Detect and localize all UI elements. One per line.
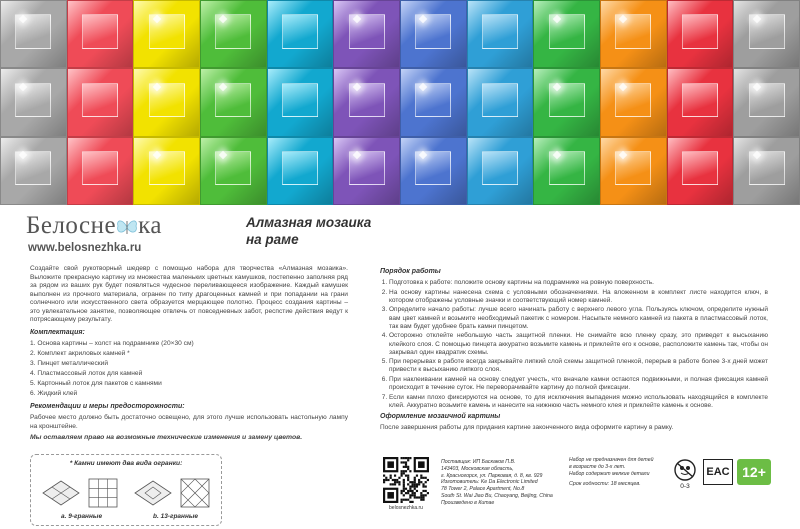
finishing-title: Оформление мозаичной картины [380, 413, 501, 421]
right-column [380, 265, 768, 432]
maker-line: Поставщик: ИП Баскаков П.В. [441, 459, 516, 465]
gem-tile [133, 68, 200, 136]
gem-tile [467, 68, 534, 136]
gem-tile [133, 0, 200, 68]
procedure-step: 7. Если камни плохо фиксируются на основе, то для исключения выпадения можно использовать находящийся в комплекте клей. Аккуратно возьмите камень и нанесите на нижнюю часть немного клея и приклейте камень к основе. [389, 394, 768, 410]
gem-tile [600, 0, 667, 68]
gem-banner [0, 0, 800, 205]
age-line: в возрасте до 3-х лет. [569, 463, 626, 470]
kit-item: 1. Основа картины – холст на подрамнике (20×30 см) [30, 340, 194, 347]
gem-tile [267, 137, 334, 205]
procedure-step: 6. При наклеивании камней на основу следует учесть, что вначале камни остаются подвижными, и полная фиксация камней происходит в течение суток. Не переворачивайте картину до полной фиксации. [389, 376, 768, 392]
product-title-line2: на раме [246, 232, 299, 247]
small-parts-label: 0-3 [680, 483, 690, 489]
kit-item: 2. Комплект акриловых камней * [30, 350, 130, 357]
age-line: Набор не предназначен для детей [569, 457, 654, 463]
gem-13-label: b. 13-гранные [153, 513, 199, 520]
maker-line: 143403, Московская область, [441, 465, 514, 472]
gem-tile [533, 68, 600, 136]
maker-info [441, 459, 561, 507]
kit-title: Комплектация: [30, 328, 85, 336]
age-rating-badge: 12+ [737, 459, 771, 485]
gem-tile [667, 68, 734, 136]
gem-tile [67, 0, 134, 68]
gem-tile [667, 0, 734, 68]
procedure-step: 5. При перерывах в работе всегда закрывайте липкий слой схемы защитной пленкой, перерыв в работе более 3-х дней может привести к высыханию липкого слоя. [389, 358, 768, 374]
kit-item: 5. Картонный лоток для пакетов с камнями [30, 380, 162, 387]
butterfly-icon [116, 218, 138, 236]
gem-tile [333, 137, 400, 205]
maker-line: South St. Wai Jiao Bu, Chaoyang, Beijing, China [441, 492, 553, 499]
rights-note: Мы оставляем право на возможные технические изменения и замену цветов. [30, 434, 303, 441]
website-link[interactable]: www.belosnezhka.ru [28, 242, 142, 254]
procedure-list [380, 279, 768, 410]
maker-line: 78 Tower 2, Palace Apartment, No.8 [441, 486, 525, 493]
gem-9-label: a. 9-гранные [61, 513, 103, 520]
left-column [30, 265, 348, 446]
gem-tile [0, 0, 67, 68]
kit-item: 4. Пластмассовый лоток для камней [30, 370, 143, 377]
brand-logo [26, 212, 162, 240]
procedure-step: 1. Подготовка к работе: положите основу картины на подрамнике на ровную поверхность. [389, 279, 768, 287]
gem-tile [733, 0, 800, 68]
brand-name-part1: Белосне [26, 212, 117, 239]
finishing-text: После завершения работы для придания картине законченного вида оформите картину в рамку. [380, 424, 674, 432]
gem-tile [0, 68, 67, 136]
procedure-step: 3. Определите начало работы: лучше всего начинать работу с верхнего левого угла. Пользуясь ключом, определите нужный вам цвет камней и возьмите необходимый пакетик с номером. Насыпьте немного камней из пакета в пластмассовый лоток, так вам будет удобнее брать камни пинцетом. [389, 306, 768, 331]
footer [383, 455, 793, 525]
gem-tile [267, 68, 334, 136]
gem-tile [533, 137, 600, 205]
expiry-text: Срок годности: 18 месяцев. [569, 481, 641, 487]
maker-line: Произведено в Китае [441, 499, 495, 506]
procedure-step: 2. На основу картины нанесена схема с условными обозначениями. На вложенном в комплект листе находится ключ, в котором отображены условные значки и соответствующий номер камней. [389, 289, 768, 305]
recommend-title: Рекомендации и меры предосторожности: [30, 402, 185, 410]
product-title [246, 214, 371, 248]
procedure-step: 4. Осторожно отклейте небольшую часть защитной пленки. Не снимайте всю пленку сразу, это приведет к высыханию клейкого слоя. С помощью пинцета аккуратно возьмите камень и приклейте его к основе, расположите камень так, чтобы он закрывал один квадратик схемы. [389, 332, 768, 357]
small-parts-warning-icon [673, 459, 697, 489]
age-line: Набор содержит мелкие детали [569, 470, 650, 477]
gem-tile [600, 137, 667, 205]
gem-tile [400, 68, 467, 136]
gem-tile [533, 0, 600, 68]
qr-code-icon[interactable] [383, 457, 429, 503]
gem-tile [67, 137, 134, 205]
gem-tile [667, 137, 734, 205]
gem-tile [733, 137, 800, 205]
gem-tile [267, 0, 334, 68]
kit-item: 3. Пинцет металлический [30, 360, 109, 367]
qr-caption: belosnezhka.ru [389, 505, 423, 511]
age-warning [569, 457, 667, 477]
gem-tile [467, 0, 534, 68]
procedure-title: Порядок работы [380, 268, 441, 275]
gem-13-facet-icon [131, 471, 217, 509]
eac-mark-icon: EAC [703, 459, 733, 485]
product-title-line1: Алмазная мозаика [246, 215, 372, 230]
intro-text: Создайте свой рукотворный шедевр с помощью набора для творчества «Алмазная мозаика». Выложите прекрасную картину из множества маленьких цветных камушков, постепенно заполняя ряд за рядом из ваших рук будет появляться чудесное переливающееся изображение. Каждый камушек выполнен из прочного материала, огранен по типу драгоценных камней и при попадании на грани солнечного или искусственного света образуется мерцающее полотно. Процесс создания картины – это увлекательное занятие, позволяющее отвлечь от повседневных забот, респстие действия ведут к потрясающему результату. [30, 265, 348, 323]
gem-tile [467, 137, 534, 205]
gem-types-box [30, 454, 222, 526]
gem-tile [600, 68, 667, 136]
gem-tile [333, 68, 400, 136]
gem-types-title: * Камни имеют два вида огранки: [69, 460, 183, 467]
gem-tile [333, 0, 400, 68]
gem-tile [133, 137, 200, 205]
brand-name-part2: ка [138, 212, 162, 239]
maker-line: г. Красногорск, ул. Парковая, д. 8, кв. 929 [441, 472, 543, 479]
gem-9-facet-icon [39, 471, 125, 509]
header [26, 212, 386, 256]
kit-item: 6. Жидкий клей [30, 390, 78, 397]
gem-tile [200, 0, 267, 68]
gem-tile [733, 68, 800, 136]
gem-tile [200, 68, 267, 136]
gem-tile [400, 137, 467, 205]
kit-list [30, 340, 348, 399]
recommend-text: Рабочее место должно быть достаточно освещено, для этого лучше использовать настольную лампу на кронштейне. [30, 414, 348, 430]
gem-tile [400, 0, 467, 68]
gem-tile [200, 137, 267, 205]
gem-tile [0, 137, 67, 205]
gem-tile [67, 68, 134, 136]
maker-line: Изготовитель: Ke Da Electronic Limited [441, 479, 538, 486]
